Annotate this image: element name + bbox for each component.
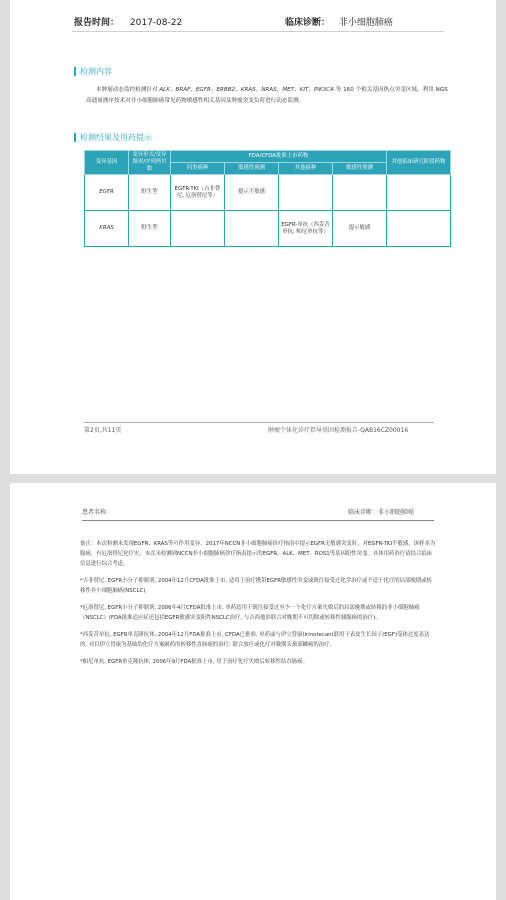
header-same-cancer: 同类癌种 [171, 163, 225, 175]
header-same-sensitivity: 敏感性预测 [225, 163, 279, 175]
section-title-text: 检测内容 [80, 67, 112, 76]
header-divider [82, 520, 434, 521]
note-panitumumab: *帕尼单抗, EGFR单克隆抗体, 2006年9月FDA批准上市, 用于治疗化疗失败后转移性结直肠癌。 [80, 659, 308, 665]
cell-gene: EGFR [85, 175, 129, 211]
cell-other-drug [279, 175, 333, 211]
diagnosis-value: 非小细胞肺癌 [338, 18, 393, 28]
note-gefitinib: *吉非替尼, EGFR小分子抑制剂, 2004年12月CFDA批准上市, 适用于治疗携带EGFR敏感性突变或既往接受过化学治疗或不适于化疗的局部晚期或转移性非小细胞肺癌(NSCLC)。 [80, 578, 432, 594]
clinical-diagnosis: 临床诊断：非小细胞肺癌 [348, 509, 415, 516]
footer-divider [84, 422, 434, 423]
section-title-text: 检测结果及用药提示 [80, 133, 152, 142]
table-row [85, 211, 451, 247]
cell-other-sensitivity [333, 175, 387, 211]
section-bar-icon [74, 67, 76, 76]
table-row [85, 175, 451, 211]
header-divider [72, 31, 444, 32]
report-page-1 [10, 0, 496, 474]
cell-trial [387, 175, 451, 211]
patient-name: 患者名称： [82, 509, 113, 516]
clinical-diagnosis [285, 15, 393, 28]
note-cetuximab: *西妥昔单抗, EGFR单克隆抗体, 2004年12月FDA批准上市, CFDA已批准, 单药或与伊立替康(irinotecan)联用于表皮生长因子(EGF)受体过度表达的, 对以伊立替康为基础的化疗方案耐药的转移性直肠癌的治疗; 联合放疗或化疗对晚期头颈部鳞癌的治疗。 [80, 632, 430, 648]
header-trial-drugs: 其他临床研究阶段药物 [387, 151, 451, 175]
cell-trial [387, 211, 451, 247]
header-other-sensitivity: 敏感性预测 [333, 163, 387, 175]
cell-same-drug: EGFR-TKI（吉非替尼, 厄洛替尼等） [171, 175, 225, 211]
footer-page-number: 第2页,共11页 [84, 427, 122, 434]
notes-section [80, 539, 436, 674]
header-fda-group: FDA/CFDA批准上市药物 [171, 151, 387, 163]
report-time [74, 15, 182, 28]
header-gene: 变异基因 [85, 151, 129, 175]
cell-other-drug: EGFR-单抗（西妥昔单抗, 帕尼单抗等） [279, 211, 333, 247]
cell-same-sensitivity [225, 211, 279, 247]
cell-gene: KRAS [85, 211, 129, 247]
cell-other-sensitivity: 提示敏感 [333, 211, 387, 247]
results-table [84, 150, 451, 247]
report-time-value: 2017-08-22 [129, 18, 183, 28]
section-bar-icon [74, 133, 76, 142]
test-content-paragraph [86, 85, 448, 107]
cell-variant-type: 野生型 [129, 175, 171, 211]
footer-report-title: 肿瘤个体化诊疗指导基因检测报告-QAB16CZ00016 [268, 427, 409, 434]
cell-same-sensitivity: 提示不敏感 [225, 175, 279, 211]
section-title-results [74, 132, 152, 143]
cell-same-drug [171, 211, 225, 247]
cell-variant-type: 野生型 [129, 211, 171, 247]
paragraph-text-b: 等 160 个相关基因热点突变区域，利用 NGS 高通量测序技术对非小细胞肺癌常见药物敏感性相关基因及肿瘤突变负荷进行动态监测。 [86, 87, 448, 104]
section-title-test-content [74, 66, 112, 77]
diagnosis-label: 临床诊断： [285, 18, 331, 28]
paragraph-text-a: 本肿瘤动态监控检测针对 [96, 87, 158, 93]
header-other-cancer: 其他癌种 [279, 163, 333, 175]
report-page-2 [10, 483, 496, 900]
header-variant-type: 变异形式/变异频率/序列拷贝数 [129, 151, 171, 175]
note-remark: 备注：本次检测未发现EGFR、KRAS等可作用变异。2017年NCCN非小细胞肺癌诊疗指南中提示EGFR无敏感突变时，对EGFR-TKI不敏感。该样本为腺癌，有厄洛替尼化疗史，本次未检测到NCCN非小细胞肺癌诊疗指南提示的EGFR、ALK、MET、ROS1等基因阳性突变。具体用药治疗请结合临床信息进行综合考虑。 [80, 541, 436, 567]
note-erlotinib: *厄洛替尼, EGFR小分子抑制剂, 2006年4月CFDA批准上市, 单药适用于既往接受过至少一个化疗方案失败后的局部晚期或转移的非小细胞肺癌（NSCLC）(FDA批准适应症还包括EGFR敏感突变阳性NSCLC治疗, 与吉西他滨联合对晚期不可切除或转移性胰腺癌的治疗)。 [80, 605, 420, 621]
report-time-label: 报告时间： [74, 18, 120, 28]
paragraph-gene-list: ALK、BRAF、EGFR、ERBB2、KRAS、NRAS、MET、KIT、PIK3CA [159, 87, 334, 93]
